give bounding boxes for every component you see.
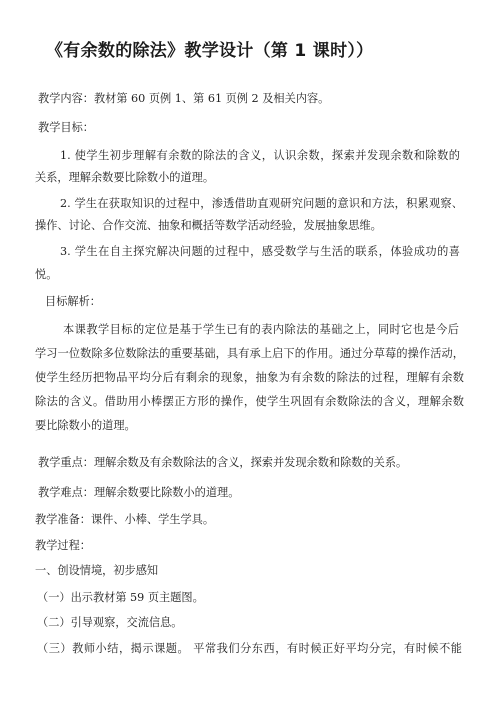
step-1-line: （一）出示教材第 59 页主题图。 <box>37 591 204 604</box>
teaching-goals-heading: 教学目标： <box>38 121 94 134</box>
goal-3-line-2: 悦。 <box>35 268 58 281</box>
step-2-line: （二）引导观察，交流信息。 <box>37 616 183 629</box>
analysis-line-1: 本课教学目标的定位是基于学生已有的表内除法的基础之上，同时它也是今后 <box>63 323 459 336</box>
analysis-line-2: 学习一位数除多位数除法的重要基础，具有承上启下的作用。通过分草莓的操作活动， <box>35 347 464 360</box>
step-3-line: （三）教师小结，揭示课题。 平常我们分东西，有时候正好平均分完，有时候不能 <box>37 642 462 655</box>
document-title: 《有余数的除法》教学设计（第 1 课时）） <box>46 41 374 61</box>
goal-1-line-1: 1. 使学生初步理解有余数的除法的含义，认识余数，探索并发现余数和除数的 <box>60 149 460 162</box>
teaching-content-line: 教学内容：教材第 60 页例 1、第 61 页例 2 及相关内容。 <box>38 92 330 105</box>
key-points-line: 教学重点：理解余数及有余数除法的含义，探索并发现余数和除数的关系。 <box>38 456 408 469</box>
goal-3-line-1: 3. 学生在自主探究解决问题的过程中，感受数学与生活的联系，体验成功的喜 <box>60 245 460 258</box>
analysis-line-3: 使学生经历把物品平均分后有剩余的现象，抽象为有余数的除法的过程，理解有余数 <box>35 371 464 384</box>
process-heading: 教学过程： <box>35 539 91 552</box>
goal-1-line-2: 关系，理解余数要比除数小的道理。 <box>35 171 215 184</box>
analysis-line-4: 除法的含义。借助用小棒摆正方形的操作，使学生巩固有余数除法的含义，理解余数 <box>35 395 464 408</box>
preparation-line: 教学准备：课件、小棒、学生学具。 <box>35 513 215 526</box>
goal-2-line-1: 2. 学生在获取知识的过程中，渗透借助直观研究问题的意识和方法，积累观察、 <box>60 197 463 210</box>
difficulties-line: 教学难点：理解余数要比除数小的道理。 <box>38 486 240 499</box>
section-1-heading: 一、创设情境，初步感知 <box>35 564 159 577</box>
analysis-line-5: 要比除数小的道理。 <box>35 419 136 432</box>
goal-analysis-heading: 目标解析： <box>45 295 101 308</box>
goal-2-line-2: 操作、讨论、合作交流、抽象和概括等数学活动经验，发展抽象思维。 <box>35 219 382 232</box>
